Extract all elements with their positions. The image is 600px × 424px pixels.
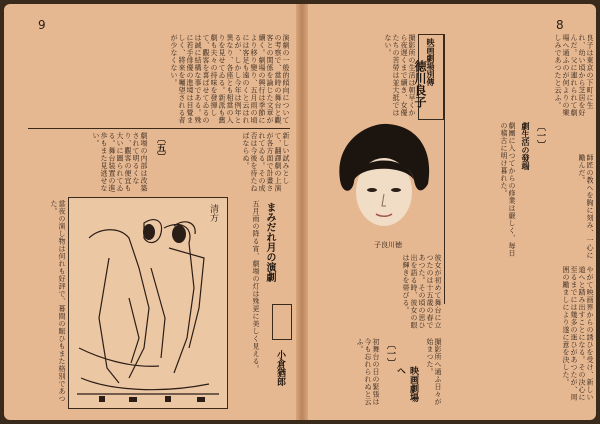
left-page-text-mid-left: 劇場の内部は改築されて明るくなり、觀客の便宜も大いに圖られてゐる。舞台装置の進歩もまた見逃せない。 xyxy=(92,132,148,192)
portrait-photo xyxy=(330,120,436,238)
right-page-vertical-rule xyxy=(444,34,445,304)
right-page-text-bottom-mid: 撮影所へ通ふ日々が始まつた。 xyxy=(426,338,442,406)
sketch-figures-icon xyxy=(69,198,227,408)
right-page-text-mid-far-right: 師匠の教へを胸に刻み、一心に勵んだ。 xyxy=(578,154,594,259)
left-note-box xyxy=(272,304,292,340)
magazine-spread xyxy=(4,4,596,420)
portrait-caption: 子良川徳 xyxy=(374,241,402,249)
left-page-divider-top xyxy=(28,128,290,129)
illustration-signature: 清方 xyxy=(208,204,218,222)
left-page-text-lower-left: 當夜の演し物は何れも好評で、幕間の賑ひもまた格別であつた。 xyxy=(50,200,66,403)
left-page-text-mid-right: 新しい試みとして、翻譯劇の上演が各方面で計畫されてゐる。その成否は今後を待たねばならぬ。 xyxy=(242,132,290,192)
right-bottom-heading: 映画劇場へ xyxy=(395,366,418,402)
right-page-text-mid-right: 劇團に入つてからの修業は嚴しく、毎日の稽古に明け暮れた。 xyxy=(500,122,516,257)
left-page-text-top: 演劇の一般的傾向についての考察で、當時の舞台と觀客との関係を論じた文章が續く。劇場の興行は季節により移り變り、五月雨の頃には客足も遠のくと云はれるが、しかし今年は例年と異なり、各座とも相當の入りを見せてゐる。新派も舊劇も夫々の持味を發揮して、觀客を喜ばせてゐるのは誠に結構な事である。殊に若手俳優の進境は目覺ましく、將來を囑望される者が少なくない。 xyxy=(170,34,290,124)
series-title: 映画劇場別傳 xyxy=(426,38,435,86)
left-section-mark: 〔五〕 xyxy=(155,134,165,161)
right-page-text-bottom-right: やがて映画界からの誘ひを受け、新しい道へと踏み出すことになる。その決心に至るまでには幾多の迷ひがあつたが、周囲の勵ましにより遂に意を決した。 xyxy=(562,266,594,401)
actress-name: 徳川良子 xyxy=(413,60,427,108)
book-gutter xyxy=(296,4,308,420)
left-article-author: 小倉猶郎 xyxy=(275,350,285,386)
page-number-right: 8 xyxy=(556,18,564,32)
right-page-text-bottom-left: 初舞台の日の緊張は今も忘れられぬと云ふ。 xyxy=(356,338,380,406)
right-sub-heading: 劇生活の發端 xyxy=(521,122,530,170)
portrait-photo-icon xyxy=(330,120,436,238)
right-section-mark: 〔一〕 xyxy=(535,122,545,149)
left-article-heading: まみだれ月の演劇 xyxy=(264,202,275,282)
left-page-text-lower-mid: 五月雨の降る宵、劇場の灯は殊更に美しく見える。 xyxy=(252,200,260,373)
page-number-left: 9 xyxy=(38,18,46,32)
ink-sketch-illustration xyxy=(68,197,228,409)
right-page-text-top-right: 良子は東京の下町に生れ、幼い頃から芝居を好んだ。父に連れられて劇場へ通ふのが何よりの樂しみであつたと云ふ。 xyxy=(554,34,594,117)
right-page-text-top-left: 撮影所の生活は朝早くから夜遅くまで續き、女優たちの苦勞は並大抵ではない。 xyxy=(384,34,416,117)
right-lower-section-mark: 〔一〕 xyxy=(385,340,395,367)
right-page-text-mid-left: 彼女が初めて舞台に立つたのは十五歳の春であつた。その頃の思ひ出を語る時、彼女の眼は輝きを帯びる。 xyxy=(402,254,442,329)
